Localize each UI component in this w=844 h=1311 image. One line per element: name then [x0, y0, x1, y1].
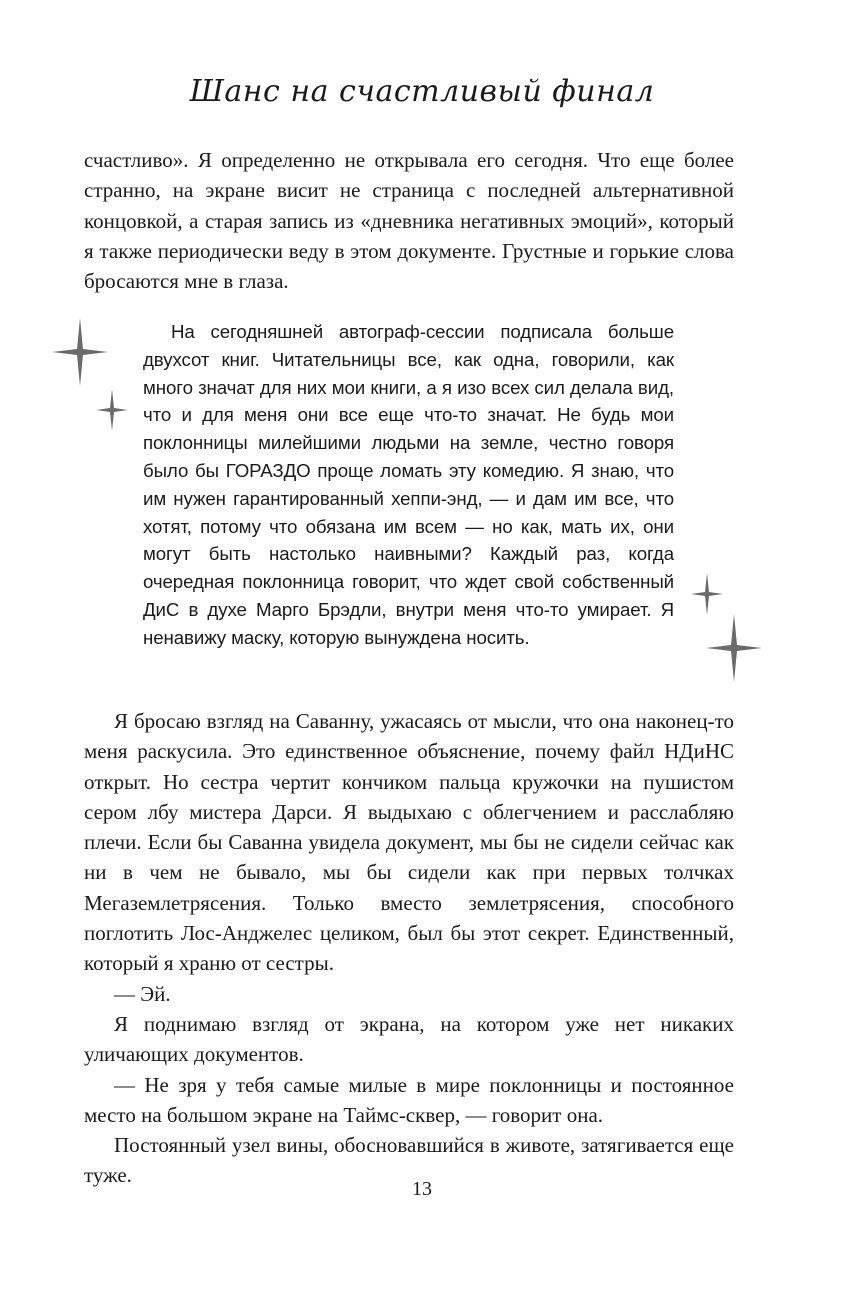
diary-entry: На сегодняшней автограф-сессии подписала больше двухсот книг. Читательницы все, как одна, говорили, как много значат для них мои книги, а я изо всех сил делала вид, что и для меня они все еще что-то значат. Не будь мои поклонницы милейшими людьми на земле, честно говоря было бы ГОРАЗДО проще ломать эту комедию. Я знаю, что им нужен гарантированный хеппи-энд, — и дам им все, что хотят, потому что обязана им всем — но как, мать их, они могут быть настолько наивными? Каждый раз, когда очередная поклонница говорит, что ждет свой собственный ДиС в духе Марго Брэдли, внутри меня что-то умирает. Я ненавижу маску, которую вынуждена носить.: [143, 321, 674, 648]
running-title: Шанс на счастливый финал: [189, 74, 655, 109]
top-paragraph-block: [84, 145, 734, 296]
page-number: 13: [412, 1178, 432, 1200]
sparkle-icon: [95, 388, 129, 432]
bottom-paragraph-block: [84, 706, 734, 1191]
sparkle-icon: [704, 612, 764, 684]
sparkle-icon: [690, 572, 724, 616]
body-paragraph: Я бросаю взгляд на Саванну, ужасаясь от мысли, что она наконец-то меня раскусила. Это единственное объяснение, почему файл НДиНС открыт. Но сестра чертит кончиком пальца кружочки на пушистом сером лбу мистера Дарси. Я выдыхаю с облегчением и расслабляю плечи. Если бы Саванна увидела документ, мы бы не сидели сейчас как ни в чем не бывало, мы бы сидели как при первых толчках Мегаземлетрясения. Только вместо землетрясения, способного поглотить Лос-Анджелес целиком, был бы этот секрет. Единственный, который я храню от сестры.: [84, 709, 734, 976]
top-paragraph: счастливо». Я определенно не открывала его сегодня. Что еще более странно, на экране висит не страница с последней альтернативной концовкой, а старая запись из «дневника негативных эмоций», который я также периодически веду в этом документе. Грустные и горькие слова бросаются мне в глаза.: [84, 148, 734, 294]
dialogue-line: — Эй.: [114, 981, 171, 1006]
dialogue-line: — Не зря у тебя самые милые в мире поклонницы и постоянное место на большом экране на Таймс-сквер, — говорит она.: [84, 1072, 734, 1127]
sparkle-icon: [50, 316, 110, 388]
body-paragraph: Постоянный узел вины, обосновавшийся в животе, затягивается еще туже.: [84, 1133, 734, 1188]
body-paragraph: Я поднимаю взгляд от экрана, на котором уже нет никаких уличающих документов.: [84, 1011, 734, 1067]
